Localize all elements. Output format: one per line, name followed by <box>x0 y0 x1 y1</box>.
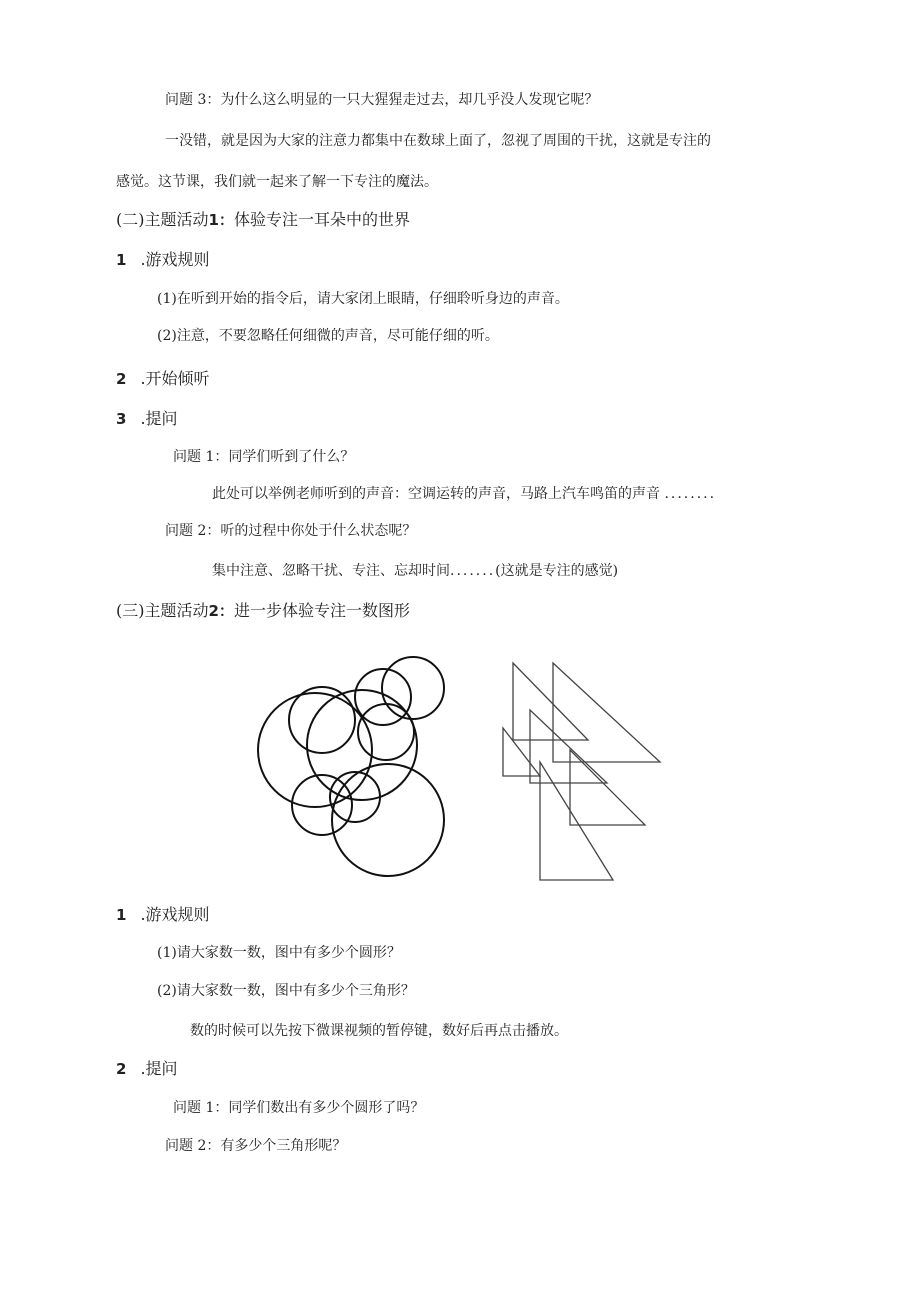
answer-line-2: 感觉。这节课，我们就一起来了解一下专注的魔法。 <box>116 174 438 190</box>
listen-question-1: 问题 1：同学们听到了什么？ <box>173 449 355 465</box>
rule-1: (1)在听到开始的指令后，请大家闭上眼睛，仔细聆听身边的声音。 <box>157 291 569 307</box>
game-rules-title: .游戏规则 <box>140 250 210 269</box>
count-ask-number: 2 <box>116 1060 127 1078</box>
section-2-number: 1： <box>208 211 234 229</box>
section-3-number: 2： <box>208 602 234 620</box>
circles-group <box>258 657 444 876</box>
start-listening-heading <box>116 369 210 389</box>
circle-1 <box>258 693 372 807</box>
circle-2 <box>289 687 355 753</box>
rule-2: (2)注意，不要忽略任何细微的声音，尽可能仔细的听。 <box>157 328 499 344</box>
triangle-5 <box>570 750 645 825</box>
listen-answer-1 <box>212 484 716 504</box>
listen-answer-2 <box>212 561 618 581</box>
triangle-3 <box>503 728 540 776</box>
circle-6 <box>358 704 414 760</box>
section-3-prefix: (三)主题活动 <box>116 601 209 620</box>
question-3: 问题 3：为什么这么明显的一只大猩猩走过去，却几乎没人发现它呢？ <box>165 92 599 108</box>
game-rules-number: 1 <box>116 251 127 269</box>
section-3-title: 进一步体验专注一数图形 <box>233 601 410 620</box>
count-rule-1: (1)请大家数一数，图中有多少个圆形？ <box>157 945 401 961</box>
triangle-1 <box>513 663 588 740</box>
circle-5 <box>382 657 444 719</box>
section-2-heading <box>116 210 410 230</box>
triangle-4 <box>530 710 607 783</box>
triangles-group <box>503 663 660 880</box>
section-2-prefix: (二)主题活动 <box>116 210 209 229</box>
ask-title: .提问 <box>140 409 178 428</box>
count-rule-2: (2)请大家数一数，图中有多少个三角形？ <box>157 983 415 999</box>
answer-line-1: 一没错，就是因为大家的注意力都集中在数球上面了，忽视了周围的干扰，这就是专注的 <box>165 133 711 149</box>
listen-answer-2-dots: ....... <box>450 563 496 579</box>
section-2-title: 体验专注一耳朵中的世界 <box>233 210 410 229</box>
listen-answer-1-text: 此处可以举例老师听到的声音：空调运转的声音，马路上汽车鸣笛的声音 <box>212 486 660 502</box>
count-question-1: 问题 1：同学们数出有多少个圆形了吗？ <box>173 1100 425 1116</box>
count-question-2: 问题 2：有多少个三角形呢？ <box>165 1138 347 1154</box>
start-listening-number: 2 <box>116 370 127 388</box>
listen-answer-2-text: 集中注意、忽略干扰、专注、忘却时间 <box>212 563 450 579</box>
count-ask-title: .提问 <box>140 1059 178 1078</box>
triangle-6 <box>540 762 613 880</box>
count-rules-heading <box>116 905 210 925</box>
count-ask-heading <box>116 1059 178 1079</box>
section-3-heading <box>116 601 410 621</box>
listen-answer-2-note: (这就是专注的感觉) <box>495 563 619 579</box>
ask-number: 3 <box>116 410 127 428</box>
ask-heading <box>116 409 178 429</box>
shapes-figure <box>255 655 675 890</box>
game-rules-heading <box>116 250 210 270</box>
listen-question-2: 问题 2：听的过程中你处于什么状态呢？ <box>165 523 417 539</box>
listen-answer-1-dots: ........ <box>664 486 717 502</box>
start-listening-title: .开始倾听 <box>140 369 210 388</box>
count-rules-number: 1 <box>116 906 127 924</box>
count-rules-title: .游戏规则 <box>140 905 210 924</box>
pause-note: 数的时候可以先按下微课视频的暂停键，数好后再点击播放。 <box>190 1023 568 1039</box>
